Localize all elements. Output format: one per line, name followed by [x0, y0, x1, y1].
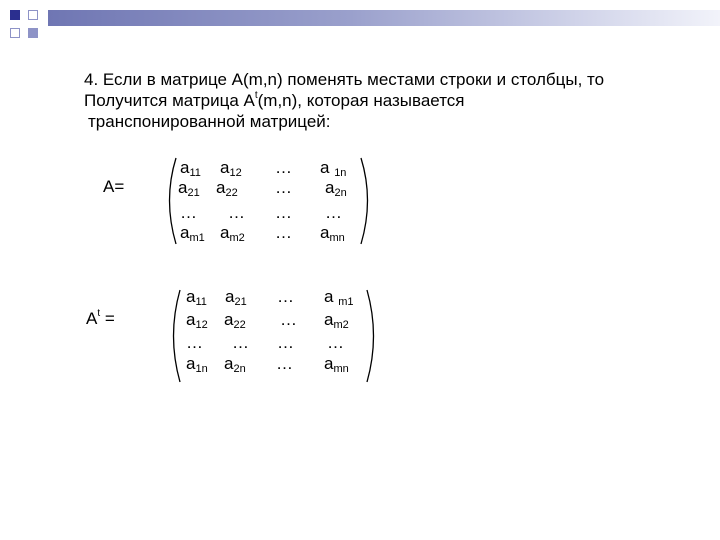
matrix-a-cell-base: …	[228, 203, 245, 222]
matrix-at-cell-base: …	[280, 310, 297, 329]
matrix-at-cell-subscript: 2n	[233, 363, 246, 375]
matrix-a-cell-base: …	[180, 203, 197, 222]
matrix-at-cell	[186, 310, 208, 330]
matrix-at-cell	[224, 310, 246, 330]
matrix-a-cell	[275, 158, 292, 178]
matrix-a-cell-base: a	[180, 223, 190, 242]
matrix-at-cell-base: …	[277, 287, 294, 306]
matrix-a-cell-subscript: 22	[225, 187, 238, 199]
matrix-at-cell	[186, 354, 208, 374]
matrix-a-cell	[180, 203, 197, 223]
matrix-a-cell	[320, 158, 346, 178]
matrix-at-cell-subscript: 22	[233, 319, 246, 331]
matrix-at-cell-base: …	[327, 333, 344, 352]
matrix-a-cell	[325, 178, 347, 198]
paragraph-line-2-pre: Получится матрица А	[84, 91, 255, 110]
matrix-at-cell-subscript: m2	[333, 319, 349, 331]
paragraph-line-3: транспонированной матрицей:	[88, 112, 331, 131]
matrix-a-cell-base: a	[220, 158, 230, 177]
matrix-a-cell-base: a	[178, 178, 188, 197]
matrix-a-cell	[228, 203, 245, 223]
matrix-a-cell	[275, 178, 292, 198]
matrix-a-cell-subscript: m2	[229, 232, 245, 244]
matrix-at-cell-base: a	[225, 287, 235, 306]
matrix-a-cell-base: …	[275, 178, 292, 197]
matrix-a-cell-subscript: 1n	[334, 167, 347, 179]
paragraph-line-2-post: (m,n), которая называется	[257, 91, 465, 110]
matrix-a-cell-base: …	[325, 203, 342, 222]
matrix-a-cell-base: a	[216, 178, 226, 197]
matrix-a-cell-base: a	[220, 223, 230, 242]
matrix-a-cell-base: a	[320, 223, 330, 242]
matrix-at-cell	[277, 287, 294, 307]
paragraph-line-1: 4. Если в матрице А(m,n) поменять местами строки и столбцы, то	[84, 70, 605, 89]
matrix-at-cell-base: a	[324, 354, 334, 373]
matrix-at-cell-base: a	[186, 287, 196, 306]
matrix-a-cell-subscript: 21	[187, 187, 200, 199]
matrix-a-cell	[180, 158, 201, 178]
matrix-at-left-bracket	[174, 290, 181, 382]
matrix-a-cell-base: a	[325, 178, 335, 197]
transpose-superscript: t	[254, 90, 258, 101]
matrix-at-cell-base: a	[186, 310, 196, 329]
matrix-at-cell	[224, 354, 246, 374]
matrix-at-cell-base: a	[324, 310, 334, 329]
matrix-at-cell	[186, 287, 207, 307]
matrix-a-cell-base: a	[180, 158, 190, 177]
matrix-at-cell	[277, 333, 294, 353]
matrix-at-cell	[232, 333, 249, 353]
matrix-at-cell-base: a	[324, 287, 339, 306]
matrix-a-cell	[180, 223, 205, 243]
matrix-a-cell-subscript: mn	[329, 232, 345, 244]
matrix-at-cell-base: a	[186, 354, 196, 373]
matrix-at-label-superscript: t	[97, 308, 101, 319]
matrix-a-cell-subscript: 12	[229, 167, 242, 179]
matrix-a-cell-subscript: 11	[189, 167, 201, 179]
matrix-at-cell	[324, 287, 353, 307]
matrix-at-label-eq: =	[100, 309, 115, 328]
matrix-at-cell	[280, 310, 297, 330]
matrix-at-cell-subscript: 11	[195, 296, 207, 308]
matrix-a-cell-base: a	[320, 158, 335, 177]
matrix-at-cell-base: a	[224, 310, 234, 329]
matrix-at-cell	[186, 333, 203, 353]
matrix-a-cell	[216, 178, 238, 198]
matrix-at-cell-base: …	[276, 354, 293, 373]
matrix-at-right-bracket	[367, 290, 374, 382]
matrix-a-cell-base: …	[275, 203, 292, 222]
matrix-at-cell	[327, 333, 344, 353]
matrix-a-cell	[320, 223, 345, 243]
matrix-at-cell-subscript: mn	[333, 363, 349, 375]
matrix-at-label-base: A	[86, 309, 98, 328]
matrix-a-cell-base: …	[275, 158, 292, 177]
matrix-at-cell-subscript: 12	[195, 319, 208, 331]
matrix-at-cell-base: …	[232, 333, 249, 352]
matrix-at-cell-base: …	[277, 333, 294, 352]
matrix-a-cell-subscript: 2n	[334, 187, 347, 199]
matrix-at-cell	[276, 354, 293, 374]
matrix-at-cell-base: a	[224, 354, 234, 373]
matrix-a-right-bracket	[361, 158, 368, 244]
matrix-a-cell	[275, 223, 292, 243]
matrix-a-cell-base: …	[275, 223, 292, 242]
matrix-at-cell-subscript: 1n	[195, 363, 208, 375]
matrix-at-cell-base: …	[186, 333, 203, 352]
matrix-at-cell-subscript: 21	[234, 296, 247, 308]
matrix-at-cell	[225, 287, 247, 307]
matrix-at-cell	[324, 354, 349, 374]
matrix-a-cell	[275, 203, 292, 223]
matrix-at-cell	[324, 310, 349, 330]
matrix-a-cell-subscript: m1	[189, 232, 205, 244]
matrix-a-cell	[220, 158, 242, 178]
matrix-a-cell	[220, 223, 245, 243]
matrix-a-cell	[178, 178, 200, 198]
matrix-a-label: A=	[103, 177, 125, 196]
matrix-a-left-bracket	[170, 158, 177, 244]
matrix-a-cell	[325, 203, 342, 223]
matrix-at-cell-subscript: m1	[338, 296, 354, 308]
